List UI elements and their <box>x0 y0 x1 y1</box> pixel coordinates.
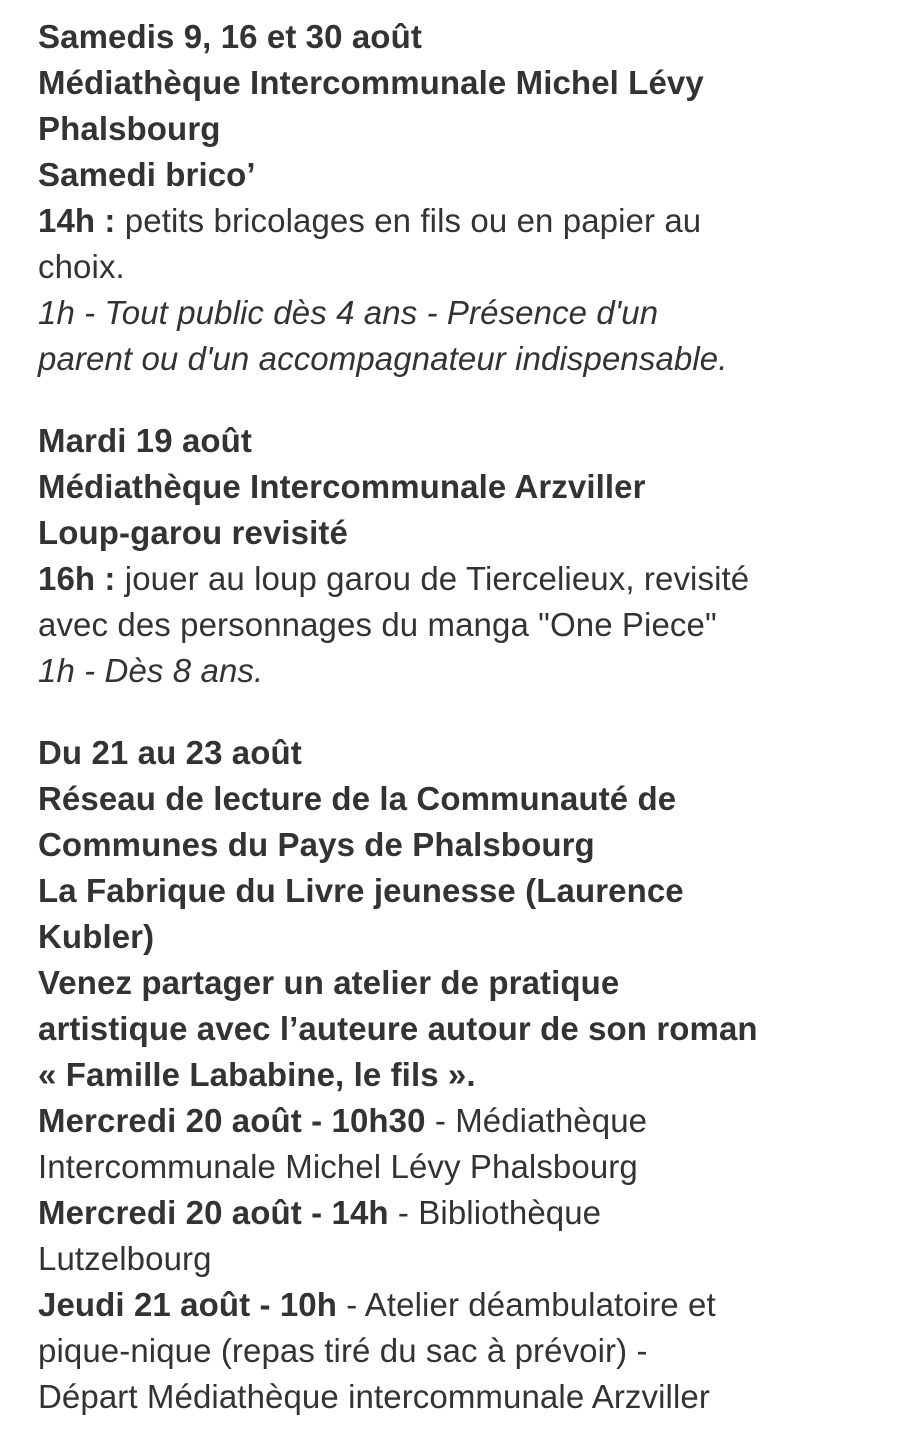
session-where-cont: pique-nique (repas tiré du sac à prévoir) - <box>38 1332 648 1369</box>
event-venue: Médiathèque Intercommunale Arzviller <box>38 468 646 505</box>
event-title: La Fabrique du Livre jeunesse (Laurence <box>38 872 684 909</box>
event-intro: Venez partager un atelier de pratique <box>38 964 620 1001</box>
event-time: 14h : <box>38 202 116 239</box>
event-info: 1h - Tout public dès 4 ans - Présence d'un <box>38 294 659 331</box>
event-info: 1h - Dès 8 ans. <box>38 652 264 689</box>
event-description-cont: choix. <box>38 248 125 285</box>
session-when: Mercredi 20 août - 10h30 <box>38 1102 426 1139</box>
session-where: - Médiathèque <box>425 1102 648 1139</box>
session-line <box>38 1190 876 1236</box>
event-intro-cont: artistique avec l’auteure autour de son roman <box>38 1010 758 1047</box>
event-description <box>38 556 876 602</box>
session-when: Jeudi 21 août - 10h <box>38 1286 337 1323</box>
session-where-cont: Intercommunale Michel Lévy Phalsbourg <box>38 1148 638 1185</box>
section-gap <box>38 382 876 418</box>
event-title-cont: Kubler) <box>38 918 155 955</box>
event-date: Samedis 9, 16 et 30 août <box>38 18 422 55</box>
event-loup-garou <box>38 418 876 694</box>
session-where-cont: Départ Médiathèque intercommunale Arzviller <box>38 1378 710 1415</box>
event-intro-cont: « Famille Lababine, le fils ». <box>38 1056 476 1093</box>
event-time: 16h : <box>38 560 116 597</box>
event-info-cont: parent ou d'un accompagnateur indispensable. <box>38 340 728 377</box>
session-line <box>38 1098 876 1144</box>
event-description <box>38 198 876 244</box>
session-where: - Atelier déambulatoire et <box>336 1286 716 1323</box>
event-description-text: jouer au loup garou de Tiercelieux, revisité <box>115 560 750 597</box>
session-line <box>38 1282 876 1328</box>
event-description-text: petits bricolages en fils ou en papier au <box>115 202 702 239</box>
event-venue: Médiathèque Intercommunale Michel Lévy <box>38 64 704 101</box>
event-date: Mardi 19 août <box>38 422 253 459</box>
session-3 <box>38 1282 876 1420</box>
session-2 <box>38 1190 876 1282</box>
event-samedi-brico <box>38 14 876 382</box>
session-where: - Bibliothèque <box>388 1194 602 1231</box>
event-venue-cont: Phalsbourg <box>38 110 221 147</box>
event-venue-cont: Communes du Pays de Phalsbourg <box>38 826 595 863</box>
event-date: Du 21 au 23 août <box>38 734 302 771</box>
session-when: Mercredi 20 août - 14h <box>38 1194 389 1231</box>
event-fabrique-livre <box>38 730 876 1420</box>
session-1 <box>38 1098 876 1190</box>
event-venue: Réseau de lecture de la Communauté de <box>38 780 677 817</box>
session-where-cont: Lutzelbourg <box>38 1240 212 1277</box>
event-title: Loup-garou revisité <box>38 514 348 551</box>
event-title: Samedi brico’ <box>38 156 256 193</box>
section-gap <box>38 694 876 730</box>
event-description-cont: avec des personnages du manga "One Piece" <box>38 606 717 643</box>
